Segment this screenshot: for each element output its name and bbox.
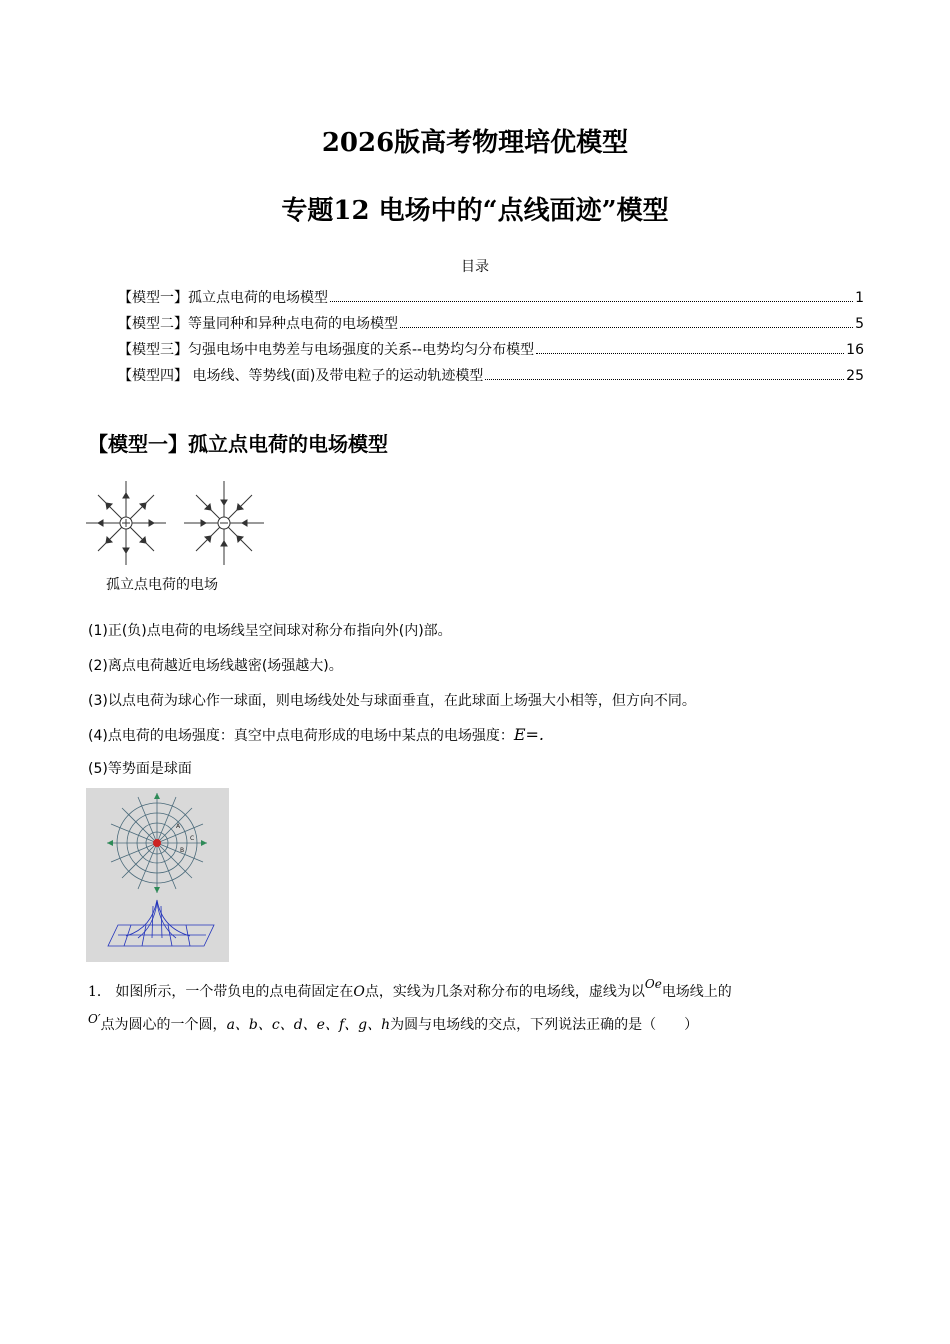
intersection-letters: a、b、c、d、e、f、g、h xyxy=(226,1017,391,1033)
question-text-3: 电场线上的 xyxy=(661,984,732,1000)
point-4 xyxy=(88,725,544,745)
toc-leader xyxy=(330,300,853,302)
point-1: (1)正(负)点电荷的电场线呈空间球对称分布指向外(内)部。 xyxy=(88,623,452,639)
question-1 xyxy=(88,976,878,1042)
toc-item-label[interactable]: 【模型二】等量同种和异种点电荷的电场模型 xyxy=(118,316,398,332)
toc-item-page[interactable]: 25 xyxy=(846,368,864,384)
toc-item-label[interactable]: 【模型三】匀强电场中电势差与电场强度的关系--电势均匀分布模型 xyxy=(118,342,535,358)
label-b: B xyxy=(180,847,185,854)
question-text-2: 点，实线为几条对称分布的电场线，虚线为以 xyxy=(364,984,645,1000)
toc-item-page[interactable]: 5 xyxy=(855,316,864,332)
toc-leader xyxy=(400,326,853,328)
field-strength-formula: E=. xyxy=(513,725,545,744)
point-3: (3)以点电荷为球心作一球面，则电场线处处与球面垂直，在此球面上场强大小相等，但方向不同。 xyxy=(88,693,696,709)
table-of-contents xyxy=(118,287,864,391)
toc-item-page[interactable]: 1 xyxy=(855,290,864,306)
equipotential-diagram xyxy=(86,788,229,962)
toc-item-page[interactable]: 16 xyxy=(846,342,864,358)
label-a: A xyxy=(176,823,181,830)
document-title: 2026版高考物理培优模型 xyxy=(321,128,629,158)
point-o: O xyxy=(353,984,365,1000)
section-heading: 【模型一】孤立点电荷的电场模型 xyxy=(88,432,388,456)
label-c: C xyxy=(190,835,195,842)
toc-leader xyxy=(536,352,844,354)
point-o-prime: O′ xyxy=(88,1012,101,1026)
point-5: (5)等势面是球面 xyxy=(88,761,192,777)
toc-leader xyxy=(485,378,844,380)
point-4-text: (4)点电荷的电场强度：真空中点电荷形成的电场中某点的电场强度： xyxy=(88,728,514,744)
equipotential-figure xyxy=(86,788,229,962)
point-2: (2)离点电荷越近电场线越密(场强越大)。 xyxy=(88,658,343,674)
point-charge-field-figure xyxy=(86,478,270,568)
toc-item[interactable] xyxy=(118,339,864,365)
figure-caption: 孤立点电荷的电场 xyxy=(106,577,218,593)
toc-item-label[interactable]: 【模型四】 电场线、等势线(面)及带电粒子的运动轨迹模型 xyxy=(118,368,484,384)
toc-heading: 目录 xyxy=(461,259,489,275)
toc-item[interactable] xyxy=(118,313,864,339)
question-text-4: 点为圆心的一个圆， xyxy=(100,1017,227,1033)
toc-item[interactable] xyxy=(118,365,864,391)
document-subtitle: 专题12 电场中的“点线面迹”模型 xyxy=(281,196,669,226)
line-oe: Oe xyxy=(644,977,662,991)
toc-item[interactable] xyxy=(118,287,864,313)
toc-item-label[interactable]: 【模型一】孤立点电荷的电场模型 xyxy=(118,290,328,306)
question-number: 1． xyxy=(88,984,111,1000)
question-text-5: 为圆与电场线的交点，下列说法正确的是（ ） xyxy=(390,1017,699,1033)
question-text-1: 如图所示，一个带负电的点电荷固定在 xyxy=(115,984,354,1000)
